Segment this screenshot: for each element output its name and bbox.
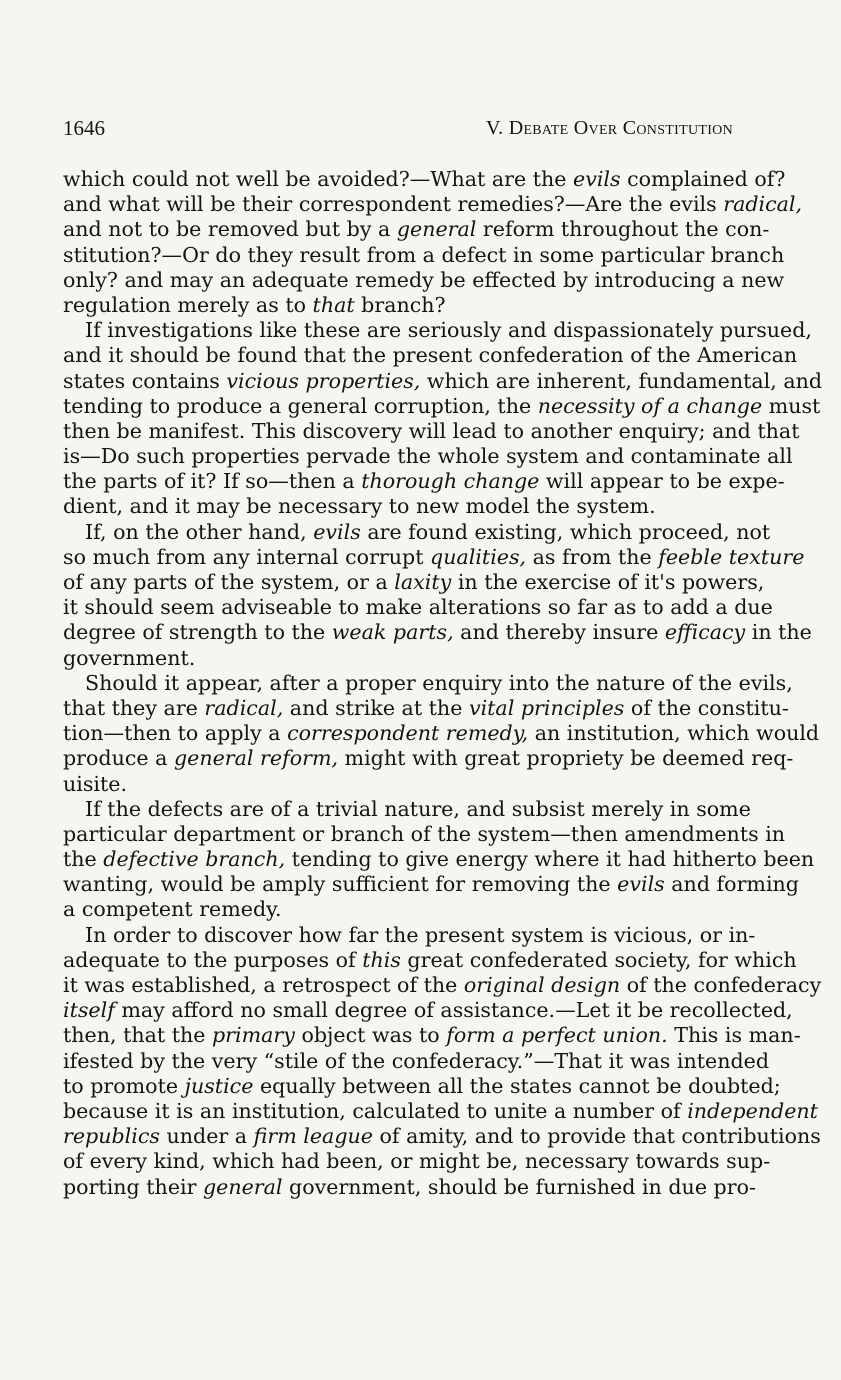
text-run: of the constitu- <box>624 695 789 720</box>
text-run: under a <box>159 1124 254 1149</box>
text-run: equally between all the states cannot be doubted; <box>253 1073 781 1098</box>
text-line <box>63 418 800 444</box>
text-run: great confederated society, for which <box>400 947 797 972</box>
text-line <box>63 646 733 671</box>
text-line <box>63 772 733 797</box>
italic-text: original design <box>463 973 621 997</box>
text-run: of every kind, which had been, or might be, necessary towards sup- <box>63 1149 771 1174</box>
text-run: and thereby insure <box>453 620 665 645</box>
text-line <box>63 267 785 293</box>
text-run: then, that the <box>63 1023 212 1048</box>
text-run: then be manifest. This discovery will lead to another enquiry; and that <box>63 418 800 443</box>
italic-text: independent <box>687 1098 818 1123</box>
text-run: which could not well be avoided?—What are the <box>63 167 574 191</box>
italic-text: vital principles <box>468 695 625 720</box>
italic-text: evils <box>573 167 621 191</box>
text-run: reform throughout the con- <box>476 217 770 242</box>
text-line <box>63 595 773 620</box>
text-run: produce a <box>63 746 174 771</box>
text-line <box>63 469 785 494</box>
text-run: to promote <box>63 1073 185 1098</box>
body-text <box>63 167 823 1200</box>
italic-text: radical, <box>204 695 284 720</box>
text-run: and forming <box>664 872 799 897</box>
text-run: and what will be their correspondent remedies?—Are the evils <box>63 192 724 217</box>
text-run: porting their <box>63 1174 203 1199</box>
text-run: tending to produce a general corruption, the <box>63 393 538 418</box>
text-run: in the exercise of it's powers, <box>451 570 765 594</box>
italic-text: general <box>396 217 477 242</box>
text-line <box>63 494 733 519</box>
text-run: a competent remedy. <box>63 897 282 922</box>
text-run: particular department or branch of the system—then amendments in <box>63 821 786 846</box>
text-run: as from the <box>526 544 659 569</box>
text-run: If, on the other hand, <box>85 519 314 544</box>
italic-text: primary <box>212 1023 295 1048</box>
italic-text: correspondent remedy, <box>287 721 529 746</box>
text-line <box>63 167 786 192</box>
text-run: branch? <box>354 292 446 317</box>
text-run: may afford no small degree of assistance.—Let it be recollected, <box>114 998 793 1023</box>
text-line <box>63 1124 821 1149</box>
text-run: If investigations like these are seriously and dispassionately pursued, <box>85 318 812 343</box>
italic-text: feeble texture <box>658 544 805 569</box>
text-run: tending to give energy where it had hitherto been <box>285 847 815 872</box>
text-run: In order to discover how far the present system is vicious, or in- <box>85 922 756 947</box>
text-line <box>63 947 797 973</box>
text-run: and it should be found that the present confederation of the American <box>63 343 798 368</box>
text-run: must <box>762 393 821 418</box>
text-line <box>63 242 785 268</box>
italic-text: this <box>362 947 401 972</box>
running-head: V. Debate Over Constitution <box>485 117 733 139</box>
text-run: uisite. <box>63 771 128 796</box>
text-line <box>63 1048 770 1074</box>
text-run: adequate to the purposes of <box>63 947 363 972</box>
text-line <box>63 1098 818 1124</box>
text-run: so much from any internal corrupt <box>63 544 431 569</box>
text-run: wanting, would be amply sufficient for removing the <box>63 872 618 897</box>
text-line <box>63 343 798 368</box>
text-run: that they are <box>63 695 205 720</box>
italic-text: general <box>202 1174 283 1199</box>
page-header <box>63 116 733 146</box>
italic-text: necessity of a change <box>537 393 763 418</box>
text-run: This is man- <box>667 1023 801 1048</box>
text-line <box>63 897 733 922</box>
text-line <box>63 217 770 242</box>
italic-text: that <box>312 292 355 317</box>
text-line <box>63 872 799 897</box>
text-line <box>63 620 812 645</box>
italic-text: evils <box>313 519 361 544</box>
italic-text: thorough change <box>361 469 540 494</box>
text-run: the parts of it? If so—then a <box>63 469 362 494</box>
text-line <box>63 695 789 721</box>
text-run: of amity, and to provide that contributions <box>372 1124 821 1149</box>
text-run: dient, and it may be necessary to new model the system. <box>63 494 656 519</box>
text-run: of any parts of the system, or a <box>63 570 395 594</box>
italic-text: vicious properties, <box>226 368 421 393</box>
text-line <box>63 670 793 696</box>
text-line <box>63 821 786 847</box>
text-run: which are inherent, fundamental, and <box>420 368 823 393</box>
text-run: only? and may an adequate remedy be effected by introducing a new <box>63 267 785 292</box>
text-run: If the defects are of a trivial nature, and subsist merely in some <box>85 796 751 821</box>
text-line <box>63 973 822 998</box>
text-run: regulation merely as to <box>63 292 313 317</box>
text-run: complained of? <box>620 167 786 191</box>
text-run: of the confederacy <box>620 973 822 997</box>
italic-text: defective branch, <box>103 847 286 872</box>
italic-text: firm league <box>253 1124 373 1149</box>
text-run: it was established, a retrospect of the <box>63 973 464 997</box>
text-line <box>63 444 793 469</box>
text-run: will appear to be expe- <box>539 469 785 494</box>
text-line <box>63 570 765 595</box>
text-line <box>63 318 812 343</box>
italic-text: weak parts, <box>331 620 454 645</box>
italic-text: evils <box>617 872 665 897</box>
text-line <box>63 1149 771 1174</box>
italic-text: general reform, <box>173 746 339 771</box>
text-run: is—Do such properties pervade the whole system and contaminate all <box>63 444 793 469</box>
text-line <box>63 368 823 394</box>
text-run: Should it appear, after a proper enquiry into the nature of the evils, <box>85 670 793 695</box>
italic-text: efficacy <box>664 620 746 645</box>
text-run: might with great propriety be deemed req- <box>338 746 794 771</box>
text-line <box>63 746 794 771</box>
text-run: and not to be removed but by a <box>63 217 397 242</box>
text-run: an institution, which would <box>528 721 820 746</box>
text-run: are found existing, which proceed, not <box>360 519 771 544</box>
text-run: object was to <box>294 1023 447 1048</box>
italic-text: itself <box>63 998 115 1023</box>
text-run: government, should be furnished in due pro- <box>282 1174 756 1199</box>
text-run: and strike at the <box>283 695 469 720</box>
text-line <box>63 1023 801 1048</box>
italic-text: republics <box>63 1124 160 1149</box>
italic-text: qualities, <box>430 544 527 569</box>
text-run: because it is an institution, calculated to unite a number of <box>63 1098 688 1123</box>
italic-text: form a perfect union. <box>446 1023 668 1048</box>
text-run: degree of strength to the <box>63 620 332 645</box>
text-line <box>63 293 733 318</box>
italic-text: radical, <box>723 192 803 217</box>
text-line <box>63 519 771 545</box>
text-run: states contains <box>63 368 227 393</box>
text-line <box>63 796 751 822</box>
italic-text: justice <box>184 1073 254 1098</box>
text-line <box>63 721 820 746</box>
text-run: tion—then to apply a <box>63 721 288 746</box>
text-run: it should seem adviseable to make alterations so far as to add a due <box>63 595 773 620</box>
text-line <box>63 998 793 1023</box>
text-run: in the <box>745 620 812 645</box>
italic-text: laxity <box>394 570 452 594</box>
page-number: 1646 <box>63 116 105 140</box>
text-run: stitution?—Or do they result from a defect in some particular branch <box>63 242 785 267</box>
text-line <box>63 922 756 948</box>
text-line <box>63 1073 781 1099</box>
text-line <box>63 847 815 872</box>
text-run: the <box>63 847 104 872</box>
text-line <box>63 544 805 570</box>
text-run: government. <box>63 645 196 670</box>
text-line <box>63 192 803 217</box>
text-run: ifested by the very “stile of the confederacy.”—That it was intended <box>63 1048 770 1073</box>
text-line <box>63 393 821 419</box>
text-line <box>63 1174 756 1200</box>
